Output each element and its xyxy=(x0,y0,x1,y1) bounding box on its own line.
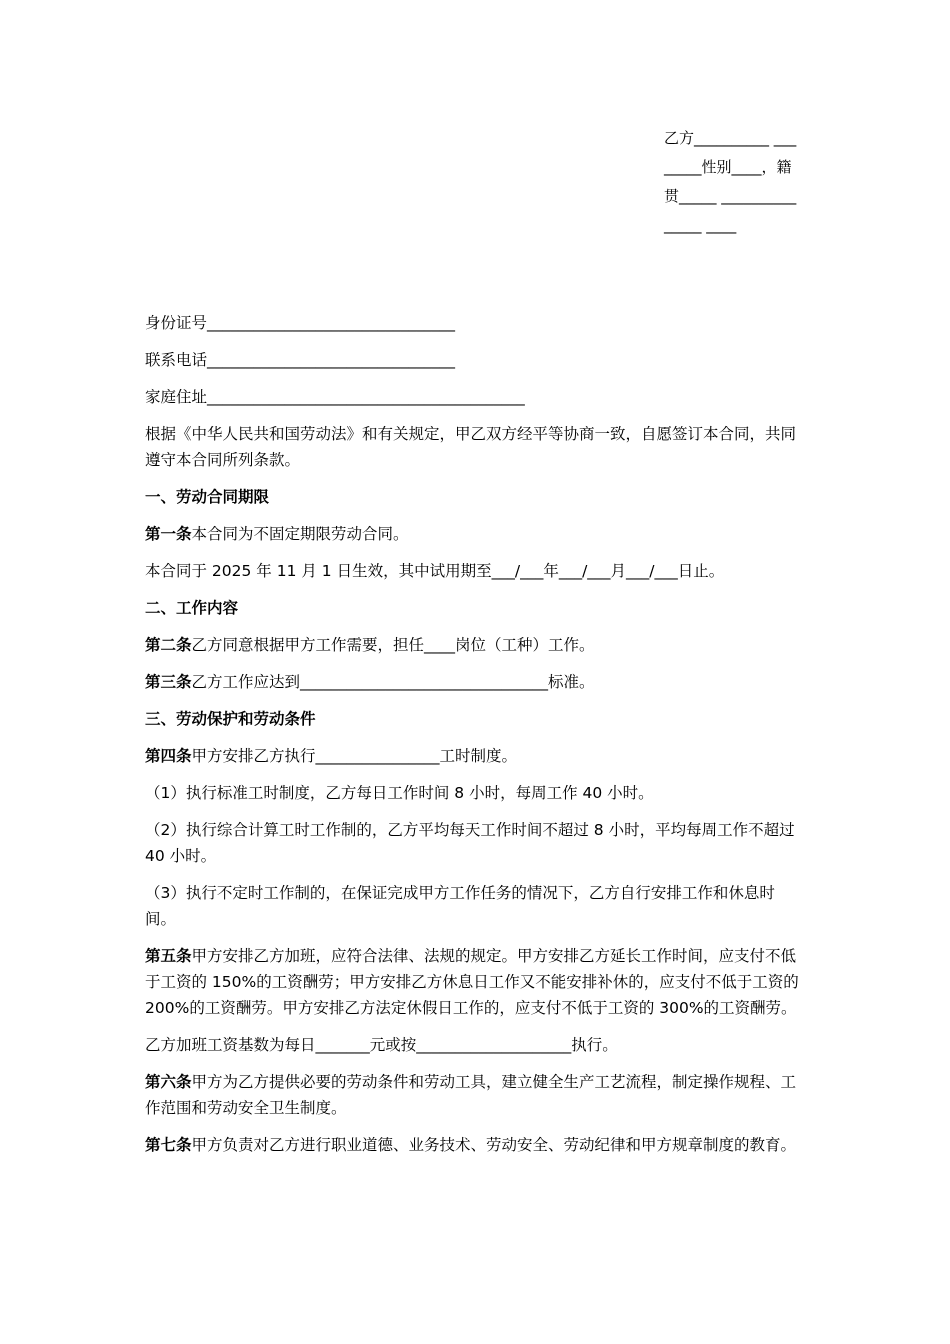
article-5-text: 甲方安排乙方加班，应符合法律、法规的规定。甲方安排乙方延长工作时间，应支付不低于工资的 150%的工资酬劳；甲方安排乙方休息日工作又不能安排补休的，应支付不低于工资的 200%的工资酬劳。甲方安排乙方法定休假日工作的，应支付不低于工资的 300%的工资酬劳。 xyxy=(145,947,799,1017)
section-heading-3: 三、劳动保护和劳动条件 xyxy=(145,710,316,728)
article-2 xyxy=(145,632,805,658)
article-4-item-2: （2）执行综合计算工时工作制的，乙方平均每天工作时间不超过 8 小时，平均每周工作不超过 40 小时。 xyxy=(145,821,795,865)
article-4-item-1: （1）执行标准工时制度，乙方每日工作时间 8 小时，每周工作 40 小时。 xyxy=(145,784,654,802)
address-line: 家庭住址_________________________________________ xyxy=(145,388,525,406)
intro-paragraph: 根据《中华人民共和国劳动法》和有关规定，甲乙双方经平等协商一致，自愿签订本合同，共同遵守本合同所列条款。 xyxy=(145,425,797,469)
article-4-text: 甲方安排乙方执行________________工时制度。 xyxy=(191,747,518,765)
article-3-text: 乙方工作应达到________________________________标准。 xyxy=(191,673,595,691)
overtime-line: 乙方加班工资基数为每日_______元或按____________________执行。 xyxy=(145,1036,618,1054)
article-4-lead: 第四条 xyxy=(145,747,192,765)
article-5 xyxy=(145,943,805,1021)
article-1-lead: 第一条 xyxy=(145,525,192,543)
article-6-text: 甲方为乙方提供必要的劳动条件和劳动工具，建立健全生产工艺流程，制定操作规程、工作范围和劳动安全卫生制度。 xyxy=(145,1073,797,1117)
term-line: 本合同于 2025 年 11 月 1 日生效，其中试用期至___/___年___/___月___/___日止。 xyxy=(145,562,725,580)
section-heading-2: 二、工作内容 xyxy=(145,599,239,617)
contract-body xyxy=(145,310,805,1158)
article-4 xyxy=(145,743,805,769)
phone-line: 联系电话________________________________ xyxy=(145,351,456,369)
article-5-lead: 第五条 xyxy=(145,947,192,965)
id-number-line: 身份证号________________________________ xyxy=(145,314,456,332)
article-3-lead: 第三条 xyxy=(145,673,192,691)
article-6-lead: 第六条 xyxy=(145,1073,192,1091)
section-heading-1: 一、劳动合同期限 xyxy=(145,488,270,506)
article-1-text: 本合同为不固定期限劳动合同。 xyxy=(191,525,409,543)
article-2-lead: 第二条 xyxy=(145,636,192,654)
article-6 xyxy=(145,1069,805,1121)
article-7-text: 甲方负责对乙方进行职业道德、业务技术、劳动安全、劳动纪律和甲方规章制度的教育。 xyxy=(191,1136,797,1154)
article-2-text: 乙方同意根据甲方工作需要，担任____岗位（工种）工作。 xyxy=(191,636,595,654)
article-1 xyxy=(145,521,805,547)
article-3 xyxy=(145,669,805,695)
article-4-item-3: （3）执行不定时工作制的，在保证完成甲方工作任务的情况下，乙方自行安排工作和休息时间。 xyxy=(145,884,775,928)
article-7 xyxy=(145,1132,805,1158)
party-b-block: 乙方__________ ________性别____，籍贯_____ _______________ ____ xyxy=(664,129,797,234)
article-7-lead: 第七条 xyxy=(145,1136,192,1154)
